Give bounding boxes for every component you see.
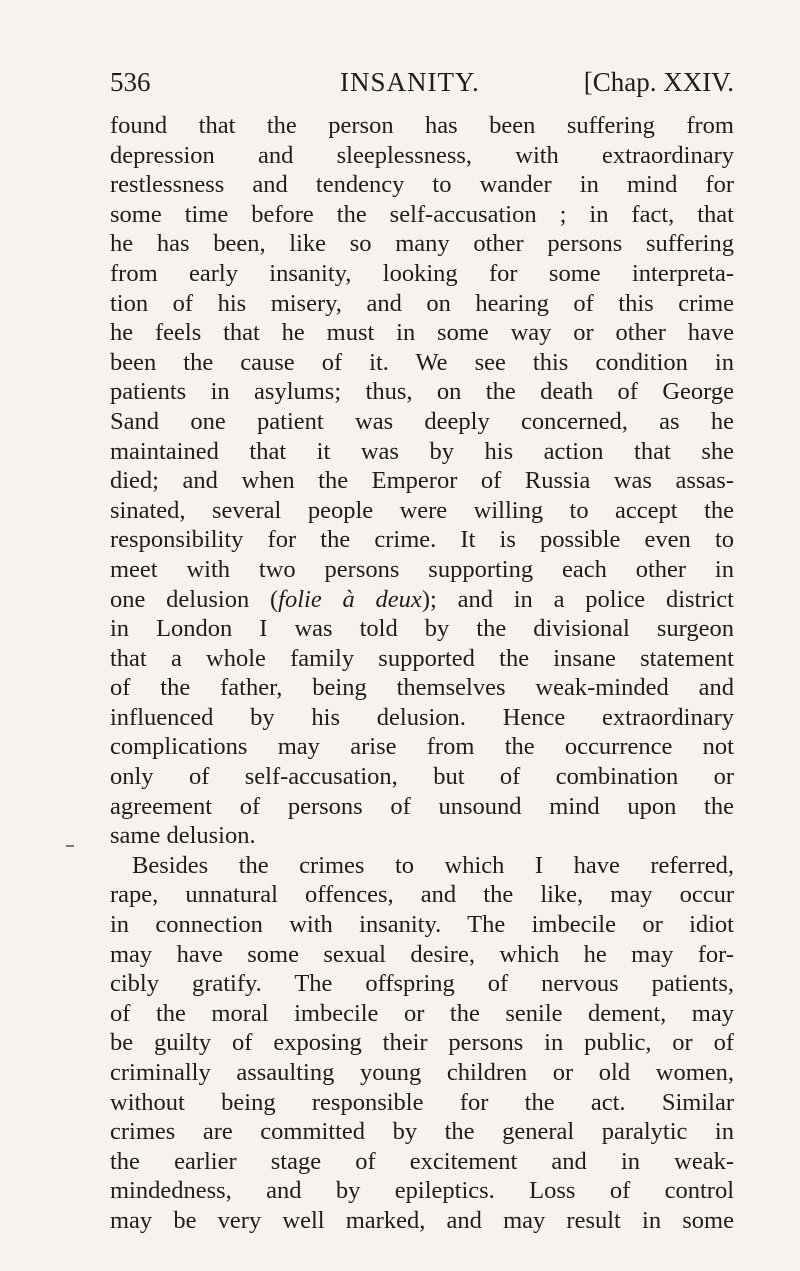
text-line: found that the person has been suffering from bbox=[110, 112, 734, 139]
text-line: sinated, several people were willing to accept the bbox=[110, 496, 734, 524]
text-line: some time before the self-accusation ; in fact, that bbox=[110, 200, 734, 228]
text-line: same delusion. bbox=[110, 822, 256, 850]
margin-mark bbox=[66, 845, 74, 847]
text-line: Besides the crimes to which I have referred, bbox=[132, 851, 734, 879]
text-line: meet with two persons supporting each other in bbox=[110, 555, 734, 583]
running-header bbox=[110, 62, 734, 102]
text-line: in London I was told by the divisional surgeon bbox=[110, 615, 734, 643]
text-line: may be very well marked, and may result in some bbox=[110, 1206, 734, 1234]
text-line: been the cause of it. We see this condition in bbox=[110, 348, 734, 376]
text-line: cibly gratify. The offspring of nervous patients, bbox=[110, 970, 734, 998]
text-line: died; and when the Emperor of Russia was assas- bbox=[110, 467, 734, 495]
body-text bbox=[110, 111, 734, 1236]
text-line: rape, unnatural offences, and the like, may occur bbox=[110, 881, 734, 909]
text-line: he has been, like so many other persons suffering bbox=[110, 230, 734, 258]
text-line: of the father, being themselves weak-minded and bbox=[110, 674, 734, 702]
text-line: responsibility for the crime. It is possible even to bbox=[110, 526, 734, 554]
italic-phrase: folie à deux bbox=[278, 585, 422, 613]
running-head-title: INSANITY. bbox=[340, 67, 480, 97]
text-line: be guilty of exposing their persons in public, or of bbox=[110, 1029, 734, 1057]
text-line: from early insanity, looking for some interpreta- bbox=[110, 259, 734, 287]
chapter-label: [Chap. XXIV. bbox=[583, 67, 734, 97]
text-line: only of self-accusation, but of combination or bbox=[110, 763, 734, 791]
text-line: agreement of persons of unsound mind upon the bbox=[110, 792, 734, 820]
text-line: influenced by his delusion. Hence extraordinary bbox=[110, 703, 734, 731]
text-line: restlessness and tendency to wander in mind for bbox=[110, 171, 734, 199]
text-line: complications may arise from the occurrence not bbox=[110, 733, 734, 761]
text-line: without being responsible for the act. Similar bbox=[110, 1088, 734, 1116]
text-line: he feels that he must in some way or other have bbox=[110, 319, 734, 347]
text-line: may have some sexual desire, which he may for- bbox=[110, 940, 734, 968]
text-line: mindedness, and by epileptics. Loss of control bbox=[110, 1177, 734, 1205]
page-number: 536 bbox=[110, 67, 151, 97]
text-line bbox=[110, 585, 734, 615]
text-line: of the moral imbecile or the senile dement, may bbox=[110, 999, 734, 1027]
text-line: depression and sleeplessness, with extraordinary bbox=[110, 141, 734, 169]
text-line: in connection with insanity. The imbecile or idiot bbox=[110, 911, 734, 939]
text-line: criminally assaulting young children or old women, bbox=[110, 1059, 734, 1086]
text-line: crimes are committed by the general paralytic in bbox=[110, 1118, 734, 1146]
text-line: patients in asylums; thus, on the death of George bbox=[110, 378, 734, 406]
text-segment: one delusion ( bbox=[110, 585, 279, 613]
text-segment: ); and in a police district bbox=[421, 585, 734, 613]
text-line: the earlier stage of excitement and in weak- bbox=[110, 1147, 734, 1175]
text-line: that a whole family supported the insane statement bbox=[110, 644, 734, 672]
text-line: Sand one patient was deeply concerned, as he bbox=[110, 407, 734, 435]
text-line: tion of his misery, and on hearing of this crime bbox=[110, 289, 734, 317]
text-line: maintained that it was by his action that she bbox=[110, 437, 734, 465]
